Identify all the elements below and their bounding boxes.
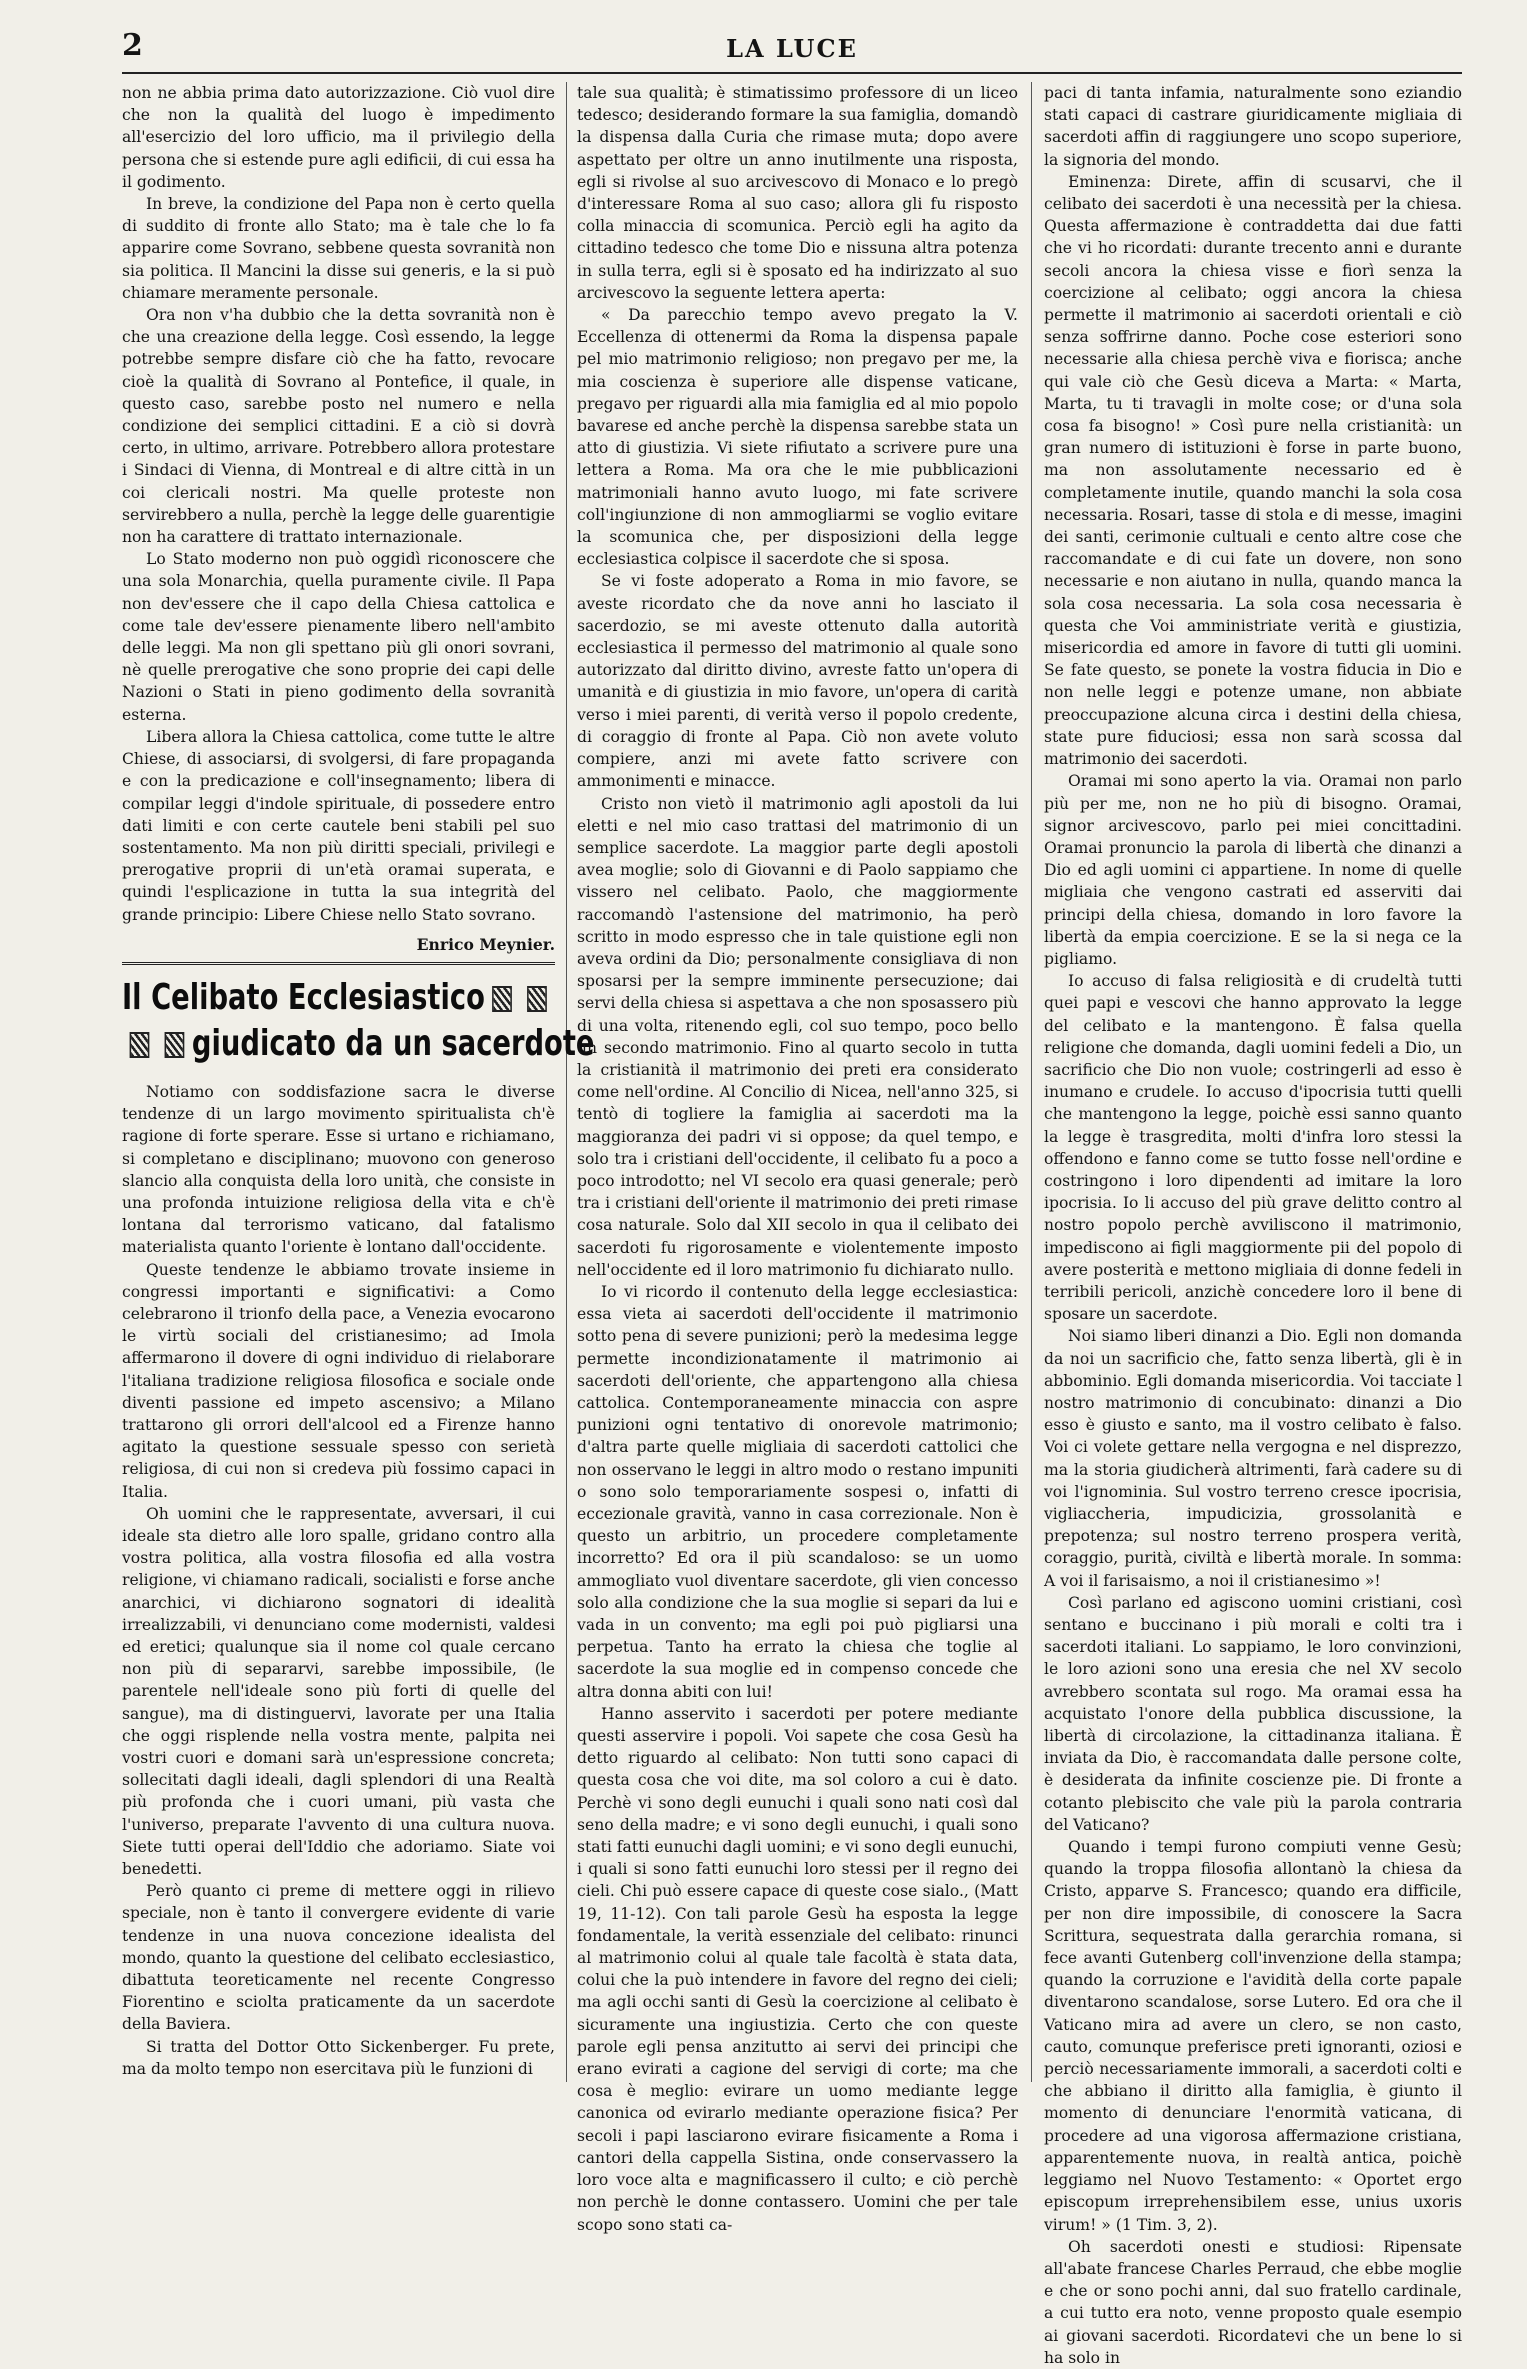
paragraph: Noi siamo liberi dinanzi a Dio. Egli non domanda da noi un sacrificio che, fatto senza libertà, gli è in abbominio. Egli domanda misericordia. Voi tacciate l nostro matrimonio di concubinato: dinanzi a Dio esso è giusto e santo, ma il vostro celibato è falso. Voi ci volete gettare nella vergogna e nel disprezzo, ma la storia giudicherà altrimenti, farà cadere su di voi l'ignominia. Sul vostro terreno cresce ipocrisia, vigliaccheria, impudicizia, grossolanità e prepotenza; sul nostro terreno prospera verità, coraggio, purità, civiltà e libertà morale. In somma: A voi il farisaismo, a noi il cristianesimo »! bbox=[1044, 1327, 1462, 1590]
article-title-line-2 bbox=[122, 1021, 595, 1067]
ornament-icon bbox=[527, 986, 547, 1012]
paragraph: Io accuso di falsa religiosità e di crudeltà tutti quei papi e vescovi che hanno approvato la legge del celibato e la mantengono. È falsa quella religione che domanda, dagli uomini fedeli a Dio, un sacrificio che Dio non vuole; costringerli ad esso è inumano e crudele. Io accuso d'ipocrisia tutti quelli che mantengono la legge, poichè essi sanno quanto la legge è trasgredita, molti d'infra loro stessi la offendono e fanno come se tutto fosse nell'ordine e costringono i loro dipendenti ad imitare la loro ipocrisia. Io li accuso del più grave delitto contro al nostro popolo perchè avviliscono il matrimonio, impediscono ai figli maggiormente pii del popolo di avere posterità e mettono migliaia di donne fedeli in terribili pericoli, anzichè concedere loro il bene di sposare un sacerdote. bbox=[1044, 972, 1462, 1324]
paragraph: Io vi ricordo il contenuto della legge ecclesiastica: essa vieta ai sacerdoti dell'occidente il matrimonio sotto pena di severe punizioni; però la medesima legge permette incondizionatamente il matrimonio ai sacerdoti dell'oriente, che appartengono alla chiesa cattolica. Contemporaneamente minaccia con aspre punizioni ogni tentativo di onorevole matrimonio; d'altra parte quelle migliaia di sacerdoti cattolici che non osservano le leggi in altro modo o restano impuniti o sono solo temporariamente sospesi o, infatti di eccezionale gravità, vanno in casa correzionale. Non è questo un arbitrio, un procedere completamente incorretto? Ed ora il più scandaloso: se un uomo ammogliato vuol diventare sacerdote, gli vien concesso solo alla condizione che la sua moglie si separi da lui e vada in un convento; ma egli poi può pigliarsi una perpetua. Tanto ha errato la chiesa che toglie al sacerdote la sua moglie ed in compenso concede che altra donna abiti con lui! bbox=[577, 1282, 1018, 1701]
paragraph: In breve, la condizione del Papa non è certo quella di suddito di fronte allo Stato; ma è tale che lo fa apparire come Sovrano, sebbene questa sovranità non sia politica. Il Mancini la disse sui generis, e la si può chiamare meramente personale. bbox=[122, 195, 555, 302]
article-title-line-1 bbox=[122, 975, 485, 1021]
column-1 bbox=[122, 82, 595, 2082]
paragraph: Eminenza: Direte, affin di scusarvi, che il celibato dei sacerdoti è una necessità per la chiesa. Questa affermazione è contraddetta dai due fatti che vi ho ricordati: durante trecento anni e durante secoli ancora la chiesa visse e fiorì senza la coercizione al celibato; oggi ancora la chiesa permette il matrimonio ai sacerdoti orientali e ciò senza soffrirne danno. Poche cose esteriori sono necessarie alla chiesa perchè viva e fiorisca; anche qui vale ciò che Gesù diceva a Marta: « Marta, Marta, tu ti travagli in molte cose; or d'una sola cosa fa bisogno! » Così pure nella cristianità: un gran numero di istituzioni è forse in parte buono, ma non assolutamente necessario ed è completamente inutile, quando manchi la sola cosa necessaria. Rosari, tasse di stola e di messe, imagini dei santi, cerimonie cultuali e cento altre cose che raccomandate e di cui fate un dovere, non sono necessarie e non aiutano in nulla, quando manca la sola cosa necessaria. La sola cosa necessaria è questa che Voi amministriate verità e giustizia, misericordia ed amore in favore di tutti gli uomini. Se fate questo, se ponete la vostra fiducia in Dio e non nelle leggi e potenze umane, non abbiate preoccupazione alcuna circa i destini della chiesa, state pure fiduciosi; essa non sarà scossa dal matrimonio dei sacerdoti. bbox=[1044, 172, 1462, 769]
article-body bbox=[122, 1081, 555, 2080]
paragraph: non ne abbia prima dato autorizzazione. Ciò vuol dire che non la qualità del luogo è impedimento all'esercizio del loro ufficio, ma il privilegio della persona che si estende pure agli edificii, di cui essa ha il godimento. bbox=[122, 84, 555, 191]
paragraph: Se vi foste adoperato a Roma in mio favore, se aveste ricordato che da nove anni ho lasciato il sacerdozio, se mi aveste ottenuto dalla autorità ecclesiastica il permesso del matrimonio al quale sono autorizzato dal diritto divino, avreste fatto un'opera di umanità e di giustizia in mio favore, un'opera di carità verso i miei parenti, di verità verso il popolo credente, di coraggio di fronte al Papa. Ciò non avete voluto compiere, anzi mi avete fatto scrivere con ammonimenti e minacce. bbox=[577, 572, 1018, 791]
page-number: 2 bbox=[122, 28, 143, 63]
paragraph: « Da parecchio tempo avevo pregato la V. Eccellenza di ottenermi da Roma la dispensa papale pel mio matrimonio religioso; non pregavo per me, la mia coscienza è superiore alle dispense vaticane, pregavo per riguardi alla mia famiglia ed al mio popolo bavarese ed anche perchè la dispensa sarebbe stata un atto di giustizia. Vi siete rifiutato a scrivere pure una lettera a Roma. Ma ora che le mie pubblicazioni matrimoniali hanno avuto luogo, mi fate scrivere coll'ingiunzione di non ammogliarmi se voglio evitare la scomunica che, per disposizioni della legge ecclesiastica colpisce il sacerdote che si sposa. bbox=[577, 306, 1018, 569]
paragraph: Così parlano ed agiscono uomini cristiani, così sentano e buccinano i più morali e colti tra i sacerdoti italiani. Lo sappiamo, le loro convinzioni, le loro azioni sono una eresia che nel XV secolo avrebbero scontata sul rogo. Ma oramai essa ha acquistato l'onore della pubblica discussione, la libertà di circolazione, la cittadinanza italiana. È inviata da Dio, è raccomandata dalle persone colte, è desiderata da infinite coscienze pie. Di fronte a cotanto plebiscito che vale più la parola contraria del Vaticano? bbox=[1044, 1593, 1462, 1834]
paragraph: Però quanto ci preme di mettere oggi in rilievo speciale, non è tanto il convergere evidente di varie tendenze in una nuova concezione idealista del mondo, quanto la questione del celibato ecclesiastico, dibattuta teoreticamente nel recente Congresso Fiorentino e sciolta praticamente da un sacerdote della Baviera. bbox=[122, 1882, 555, 2034]
title-text: Il Celibato Ecclesiastico bbox=[122, 976, 485, 1018]
paragraph: Lo Stato moderno non può oggidì riconoscere che una sola Monarchia, quella puramente civile. Il Papa non dev'essere che il capo della Chiesa cattolica e come tale dev'essere pienamente libero nell'ambito delle leggi. Ma non gli spettano più gli onori sovrani, nè quelle prerogative che sono proprie dei capi delle Nazioni o Stati in pieno godimento della sovranità esterna. bbox=[122, 550, 555, 724]
author-signature: Enrico Meynier. bbox=[416, 934, 555, 954]
column-3 bbox=[1044, 82, 1462, 2367]
ornament-icon bbox=[165, 1032, 185, 1058]
header-rule bbox=[122, 72, 1462, 74]
paragraph: Oramai mi sono aperto la via. Oramai non parlo più per me, non ne ho più di bisogno. Oramai, signor arcivescovo, parlo pei miei concittadini. Oramai pronuncio la parola di libertà che dinanzi a Dio ed agli uomini ci appartiene. In nome di quelle migliaia che vengono castrati ed asserviti dai principi della chiesa, domando in loro favore la libertà da empia coercizione. E se la si nega ce la pigliamo. bbox=[1044, 772, 1462, 968]
title-text: giudicato da un sacerdote bbox=[191, 1022, 595, 1064]
paragraph: Notiamo con soddisfazione sacra le diverse tendenze di un largo movimento spiritualista ch'è ragione di forte sperare. Esse si urtano e richiamano, si completano e disciplinano; muovono con generoso slancio alla conquista della loro unità, che consiste in una profonda intuizione religiosa della vita e ch'è lontana dal terrorismo vaticano, dal fatalismo materialista quanto l'oriente è lontano dall'occidente. bbox=[122, 1082, 555, 1257]
paragraph: Oh uomini che le rappresentate, avversari, il cui ideale sta dietro alle loro spalle, gridano contro alla vostra politica, alla vostra filosofia ed alla vostra religione, vi chiamano radicali, socialisti e forse anche anarchici, vi dichiarono sognatori di idealità irrealizzabili, vi denunciano come modernisti, valdesi ed eretici; qualunque sia il nome col quale cercano non più di separarvi, sarebbe impossibile, (le parentele nell'ideale sono più forti di quelle del sangue), ma di distinguervi, lavorate per una Italia che oggi risplende nella vostra mente, palpita nei vostri cuori e domani sarà un'espressione concreta; sollecitati dagli ideali, dagli splendori di una Realtà più profonda che i cuori umani, più vasta che l'universo, preparate l'avvento di una cultura nuova. Siete tutti operai dell'Iddio che adoriamo. Siate voi benedetti. bbox=[122, 1504, 555, 1879]
ornament-icon bbox=[130, 1032, 150, 1058]
paragraph: Cristo non vietò il matrimonio agli apostoli da lui eletti e nel mio caso trattasi del matrimonio di un semplice sacerdote. La maggior parte degli apostoli avea moglie; solo di Giovanni e di Paolo sappiamo che vissero nel celibato. Paolo, che maggiormente raccomandò l'astensione del matrimonio, ha però scritto in modo espresso che in tale quistione egli non aveva ordini da Dio; personalmente consigliava di non sposarsi per la sempre imminente persecuzione; dai servi della chiesa si aspettava a che non sposassero più di una volta, ritenendo egli, col suo tempo, poco bello un secondo matrimonio. Fino al quarto secolo in tutta la cristianità il matrimonio dei preti era considerato come nell'ordine. Al Concilio di Nicea, nell'anno 325, si tentò di togliere la famiglia ai sacerdoti ma la maggioranza dei padri vi si oppose; da quel tempo, e solo tra i cristiani dell'occidente, il celibato fu a poco a poco introdotto; nel VI secolo era quasi generale; però tra i cristiani dell'oriente il matrimonio dei preti rimase cosa naturale. Solo dal XII secolo in qua il celibato dei sacerdoti fu rigorosamente e violentemente imposto nell'occidente ed il loro matrimonio fu dichiarato nullo. bbox=[577, 794, 1018, 1279]
paragraph: tale sua qualità; è stimatissimo professore di un liceo tedesco; desiderando formare la sua famiglia, domandò la dispensa dalla Curia che rimase muta; dopo avere aspettato per oltre un anno inutilmente una risposta, egli si rivolse al suo arcivescovo di Monaco e lo pregò d'interessare Roma al suo caso; allora gli fu risposto colla minaccia di scomunica. Perciò egli ha agito da cittadino tedesco che tome Dio e nissuna altra potenza in sulla terra, egli si è sposato ed ha indirizzato al suo arcivescovo la seguente lettera aperta: bbox=[577, 84, 1018, 302]
paragraph: Queste tendenze le abbiamo trovate insieme in congressi importanti e significativi: a Como celebrarono il trionfo della pace, a Venezia evocarono le virtù sociali del cristianesimo; ad Imola affermarono il dovere di ogni individuo di rielaborare l'italiana tradizione religiosa filosofica e sociale onde diventi passione ed impeto ascensivo; a Milano trattarono gli orrori dell'alcool ed a Firenze hanno agitato la questione sessuale spesso con serietà religiosa, di cui non si credeva più fossimo capaci in Italia. bbox=[122, 1260, 555, 1501]
article-title bbox=[122, 962, 595, 1075]
column-divider bbox=[566, 82, 567, 2082]
column-2 bbox=[577, 82, 1018, 2234]
masthead: LA LUCE bbox=[726, 34, 858, 63]
paragraph: Quando i tempi furono compiuti venne Gesù; quando la troppa filosofia allontanò la chiesa da Cristo, apparve S. Francesco; quando era difficile, per non dire impossibile, di conoscere la Sacra Scrittura, sequestrata dalla gerarchia romana, si fece avanti Gutenberg coll'invenzione della stampa; quando la corruzione e l'avidità della corte papale diventarono scandalose, sorse Lutero. Ed ora che il Vaticano mira ad avere un clero, se non casto, cauto, comunque preferisce preti ignoranti, oziosi e perciò necessariamente immorali, a sacerdoti colti e che abbiano il diritto alla famiglia, è giunto il momento di denunciare l'enormità vaticana, di procedere ad una vigorosa affermazione cristiana, apparentemente nuova, in realtà antica, poichè leggiamo nel Nuovo Testamento: « Oportet ergo episcopum irreprehensibilem esse, unius uxoris virum! » (1 Tim. 3, 2). bbox=[1044, 1838, 1462, 2234]
page-header bbox=[122, 28, 1462, 70]
column-divider bbox=[1031, 82, 1032, 2082]
paragraph: Hanno asservito i sacerdoti per potere mediante questi asservire i popoli. Voi sapete che cosa Gesù ha detto riguardo al celibato: Non tutti sono capaci di questa cosa che voi dite, ma sol coloro a cui è dato. Perchè vi sono degli eunuchi i quali sono nati così dal seno della madre; e vi sono degli eunuchi, i quali sono stati fatti eunuchi dagli uomini; e vi sono degli eunuchi, i quali si sono fatti eunuchi loro stessi per il regno dei cieli. Chi può essere capace di queste cose sialo., (Matt 19, 11-12). Con tali parole Gesù ha esposta la legge fondamentale, la verità essenziale del celibato: rinunci al matrimonio colui al quale tale facoltà è stata data, colui che la può intendere in favore del regno dei cieli; ma agli occhi santi di Gesù la coercizione al celibato è sicuramente una ingiustizia. Certo che con queste parole egli pensa anzitutto ai servi dei principi che erano evirati a cagione del servigi di corte; ma che cosa è meglio: evirare un uomo mediante legge canonica od evirarlo mediante operazione fisica? Per secoli i papi lasciarono evirare fisicamente a Roma i cantori della cappella Sistina, onde conservassero la loro voce alta e magnificassero il culto; e ciò perchè non perchè le donne contassero. Uomini che per tale scopo sono stati ca- bbox=[577, 1704, 1018, 2234]
paragraph: Libera allora la Chiesa cattolica, come tutte le altre Chiese, di associarsi, di svolgersi, di fare propaganda e con la predicazione e coll'insegnamento; libera di compilar leggi d'indole spirituale, di possedere entro dati limiti e con certe cautele beni stabili pel suo sostentamento. Ma non più diritti speciali, privilegi e prerogative proprii di un'età oramai superata, e quindi l'esplicazione in tutta la sua integrità del grande principio: Libere Chiese nello Stato sovrano. bbox=[122, 727, 555, 924]
paragraph: Oh sacerdoti onesti e studiosi: Ripensate all'abate francese Charles Perraud, che ebbe moglie e che or sono pochi anni, dal suo fratello cardinale, a cui tutto era noto, venne proposto quale esempio ai giovani sacerdoti. Ricordatevi che un bene lo si ha solo in bbox=[1044, 2237, 1462, 2367]
ornament-icon bbox=[492, 986, 512, 1012]
paragraph: paci di tanta infamia, naturalmente sono eziandio stati capaci di castrare giuridicamente migliaia di sacerdoti affin di raggiungere uno scopo superiore, la signoria del mondo. bbox=[1044, 84, 1462, 169]
paragraph: Ora non v'ha dubbio che la detta sovranità non è che una creazione della legge. Così essendo, la legge potrebbe sempre disfare ciò che ha fatto, revocare cioè la qualità di Sovrano al Pontefice, il quale, in questo caso, sarebbe posto nel numero e nella condizione dei semplici cittadini. E a ciò si dovrà certo, in ultimo, arrivare. Potrebbero allora protestare i Sindaci di Vienna, di Montreal e di altre città in un coi clericali nostri. Ma quelle proteste non servirebbero a nulla, perchè la legge delle guarentigie non ha carattere di trattato internazionale. bbox=[122, 306, 555, 547]
paragraph: Si tratta del Dottor Otto Sickenberger. Fu prete, ma da molto tempo non esercitava più le funzioni di bbox=[122, 2037, 555, 2078]
